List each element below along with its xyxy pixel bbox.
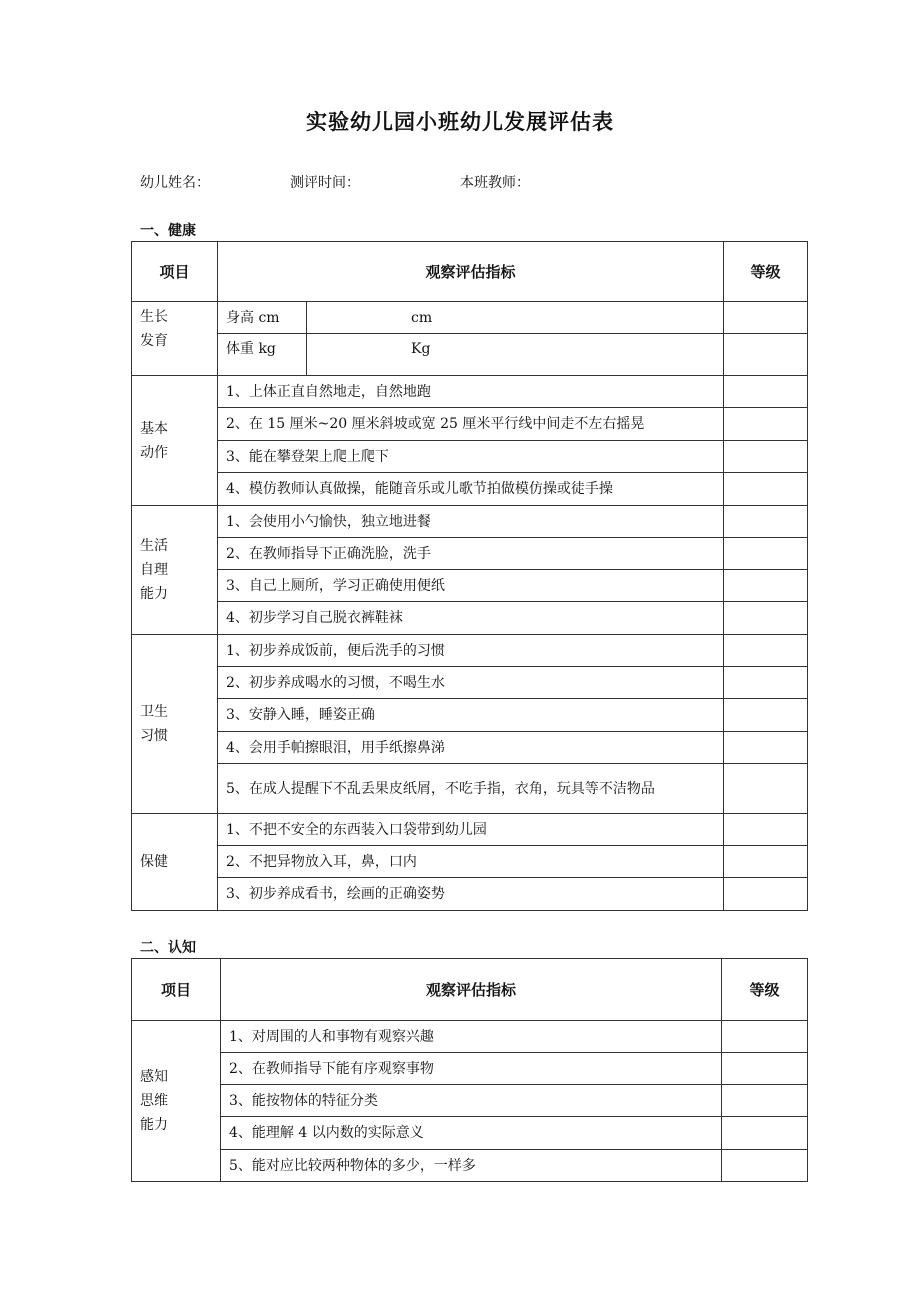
category-line: 生长 <box>140 309 168 325</box>
category-perception-thinking <box>132 1021 221 1182</box>
grade-cell[interactable] <box>722 1150 808 1182</box>
category-health-care <box>132 814 218 911</box>
grade-cell[interactable] <box>724 302 808 334</box>
section-heading-cognition: 二、认知 <box>140 940 196 956</box>
grade-cell[interactable] <box>724 878 808 911</box>
category-line: 保健 <box>140 854 168 870</box>
indicator-item: 3、能在攀登架上爬上爬下 <box>218 441 724 473</box>
indicator-item: 4、能理解 4 以内数的实际意义 <box>221 1117 722 1150</box>
weight-label: 体重 kg <box>218 334 307 376</box>
grade-cell[interactable] <box>722 1053 808 1085</box>
child-name-label: 幼儿姓名： <box>140 175 210 191</box>
indicator-item: 1、初步养成饭前，便后洗手的习惯 <box>218 635 724 667</box>
header-grade: 等级 <box>722 959 808 1021</box>
grade-cell[interactable] <box>722 1085 808 1117</box>
indicator-item: 2、不把异物放入耳，鼻，口内 <box>218 846 724 878</box>
category-self-care <box>132 506 218 635</box>
indicator-item: 3、安静入睡，睡姿正确 <box>218 699 724 732</box>
category-line: 能力 <box>140 586 168 602</box>
indicator-item: 4、模仿教师认真做操，能随音乐或儿歌节拍做模仿操或徒手操 <box>218 473 724 506</box>
category-line: 卫生 <box>140 704 168 720</box>
grade-cell[interactable] <box>724 667 808 699</box>
category-line: 感知 <box>140 1069 168 1085</box>
indicator-item: 3、初步养成看书，绘画的正确姿势 <box>218 878 724 911</box>
indicator-item: 5、在成人提醒下不乱丢果皮纸屑，不吃手指，衣角，玩具等不洁物品 <box>218 764 724 814</box>
grade-cell[interactable] <box>724 376 808 408</box>
category-line: 生活 <box>140 538 168 554</box>
category-basic-movement <box>132 376 218 506</box>
category-line: 动作 <box>140 444 168 461</box>
grade-cell[interactable] <box>724 408 808 441</box>
indicator-item: 3、能按物体的特征分类 <box>221 1085 722 1117</box>
weight-unit: Kg <box>307 334 724 376</box>
teacher-label: 本班教师： <box>460 175 530 191</box>
indicator-item: 4、初步学习自己脱衣裤鞋袜 <box>218 602 724 635</box>
grade-cell[interactable] <box>724 334 808 376</box>
category-line: 基本 <box>140 420 168 437</box>
grade-cell[interactable] <box>724 846 808 878</box>
header-item: 项目 <box>132 242 218 302</box>
indicator-item: 2、在教师指导下能有序观察事物 <box>221 1053 722 1085</box>
indicator-item: 1、不把不安全的东西装入口袋带到幼儿园 <box>218 814 724 846</box>
indicator-item: 1、对周围的人和事物有观察兴趣 <box>221 1021 722 1053</box>
grade-cell[interactable] <box>724 441 808 473</box>
header-item: 项目 <box>132 959 221 1021</box>
category-growth <box>132 302 218 376</box>
health-table <box>131 241 808 911</box>
section-heading-health: 一、健康 <box>140 223 196 239</box>
indicator-item: 1、上体正直自然地走，自然地跑 <box>218 376 724 408</box>
height-unit: cm <box>307 302 724 334</box>
grade-cell[interactable] <box>724 570 808 602</box>
grade-cell[interactable] <box>722 1021 808 1053</box>
page-title: 实验幼儿园小班幼儿发展评估表 <box>306 110 614 134</box>
indicator-item: 4、会用手帕擦眼泪，用手纸擦鼻涕 <box>218 732 724 764</box>
grade-cell[interactable] <box>724 732 808 764</box>
indicator-item: 2、在教师指导下正确洗脸，洗手 <box>218 538 724 570</box>
header-indicator: 观察评估指标 <box>221 959 722 1021</box>
grade-cell[interactable] <box>724 506 808 538</box>
indicator-item: 2、在 15 厘米~20 厘米斜坡或宽 25 厘米平行线中间走不左右摇晃 <box>218 408 724 441</box>
indicator-item: 1、会使用小勺愉快，独立地进餐 <box>218 506 724 538</box>
height-label: 身高 cm <box>218 302 307 334</box>
category-line: 思维 <box>140 1093 168 1109</box>
category-line: 发育 <box>140 333 168 349</box>
category-line: 习惯 <box>140 728 168 744</box>
grade-cell[interactable] <box>722 1117 808 1150</box>
header-indicator: 观察评估指标 <box>218 242 724 302</box>
indicator-item: 2、初步养成喝水的习惯，不喝生水 <box>218 667 724 699</box>
grade-cell[interactable] <box>724 814 808 846</box>
grade-cell[interactable] <box>724 764 808 814</box>
grade-cell[interactable] <box>724 538 808 570</box>
category-hygiene <box>132 635 218 814</box>
header-grade: 等级 <box>724 242 808 302</box>
category-line: 能力 <box>140 1117 168 1133</box>
category-line: 自理 <box>140 562 168 578</box>
indicator-item: 5、能对应比较两种物体的多少，一样多 <box>221 1150 722 1182</box>
grade-cell[interactable] <box>724 635 808 667</box>
grade-cell[interactable] <box>724 602 808 635</box>
grade-cell[interactable] <box>724 699 808 732</box>
cognition-table <box>131 958 808 1182</box>
indicator-item: 3、自己上厕所，学习正确使用便纸 <box>218 570 724 602</box>
eval-time-label: 测评时间： <box>290 175 360 191</box>
grade-cell[interactable] <box>724 473 808 506</box>
